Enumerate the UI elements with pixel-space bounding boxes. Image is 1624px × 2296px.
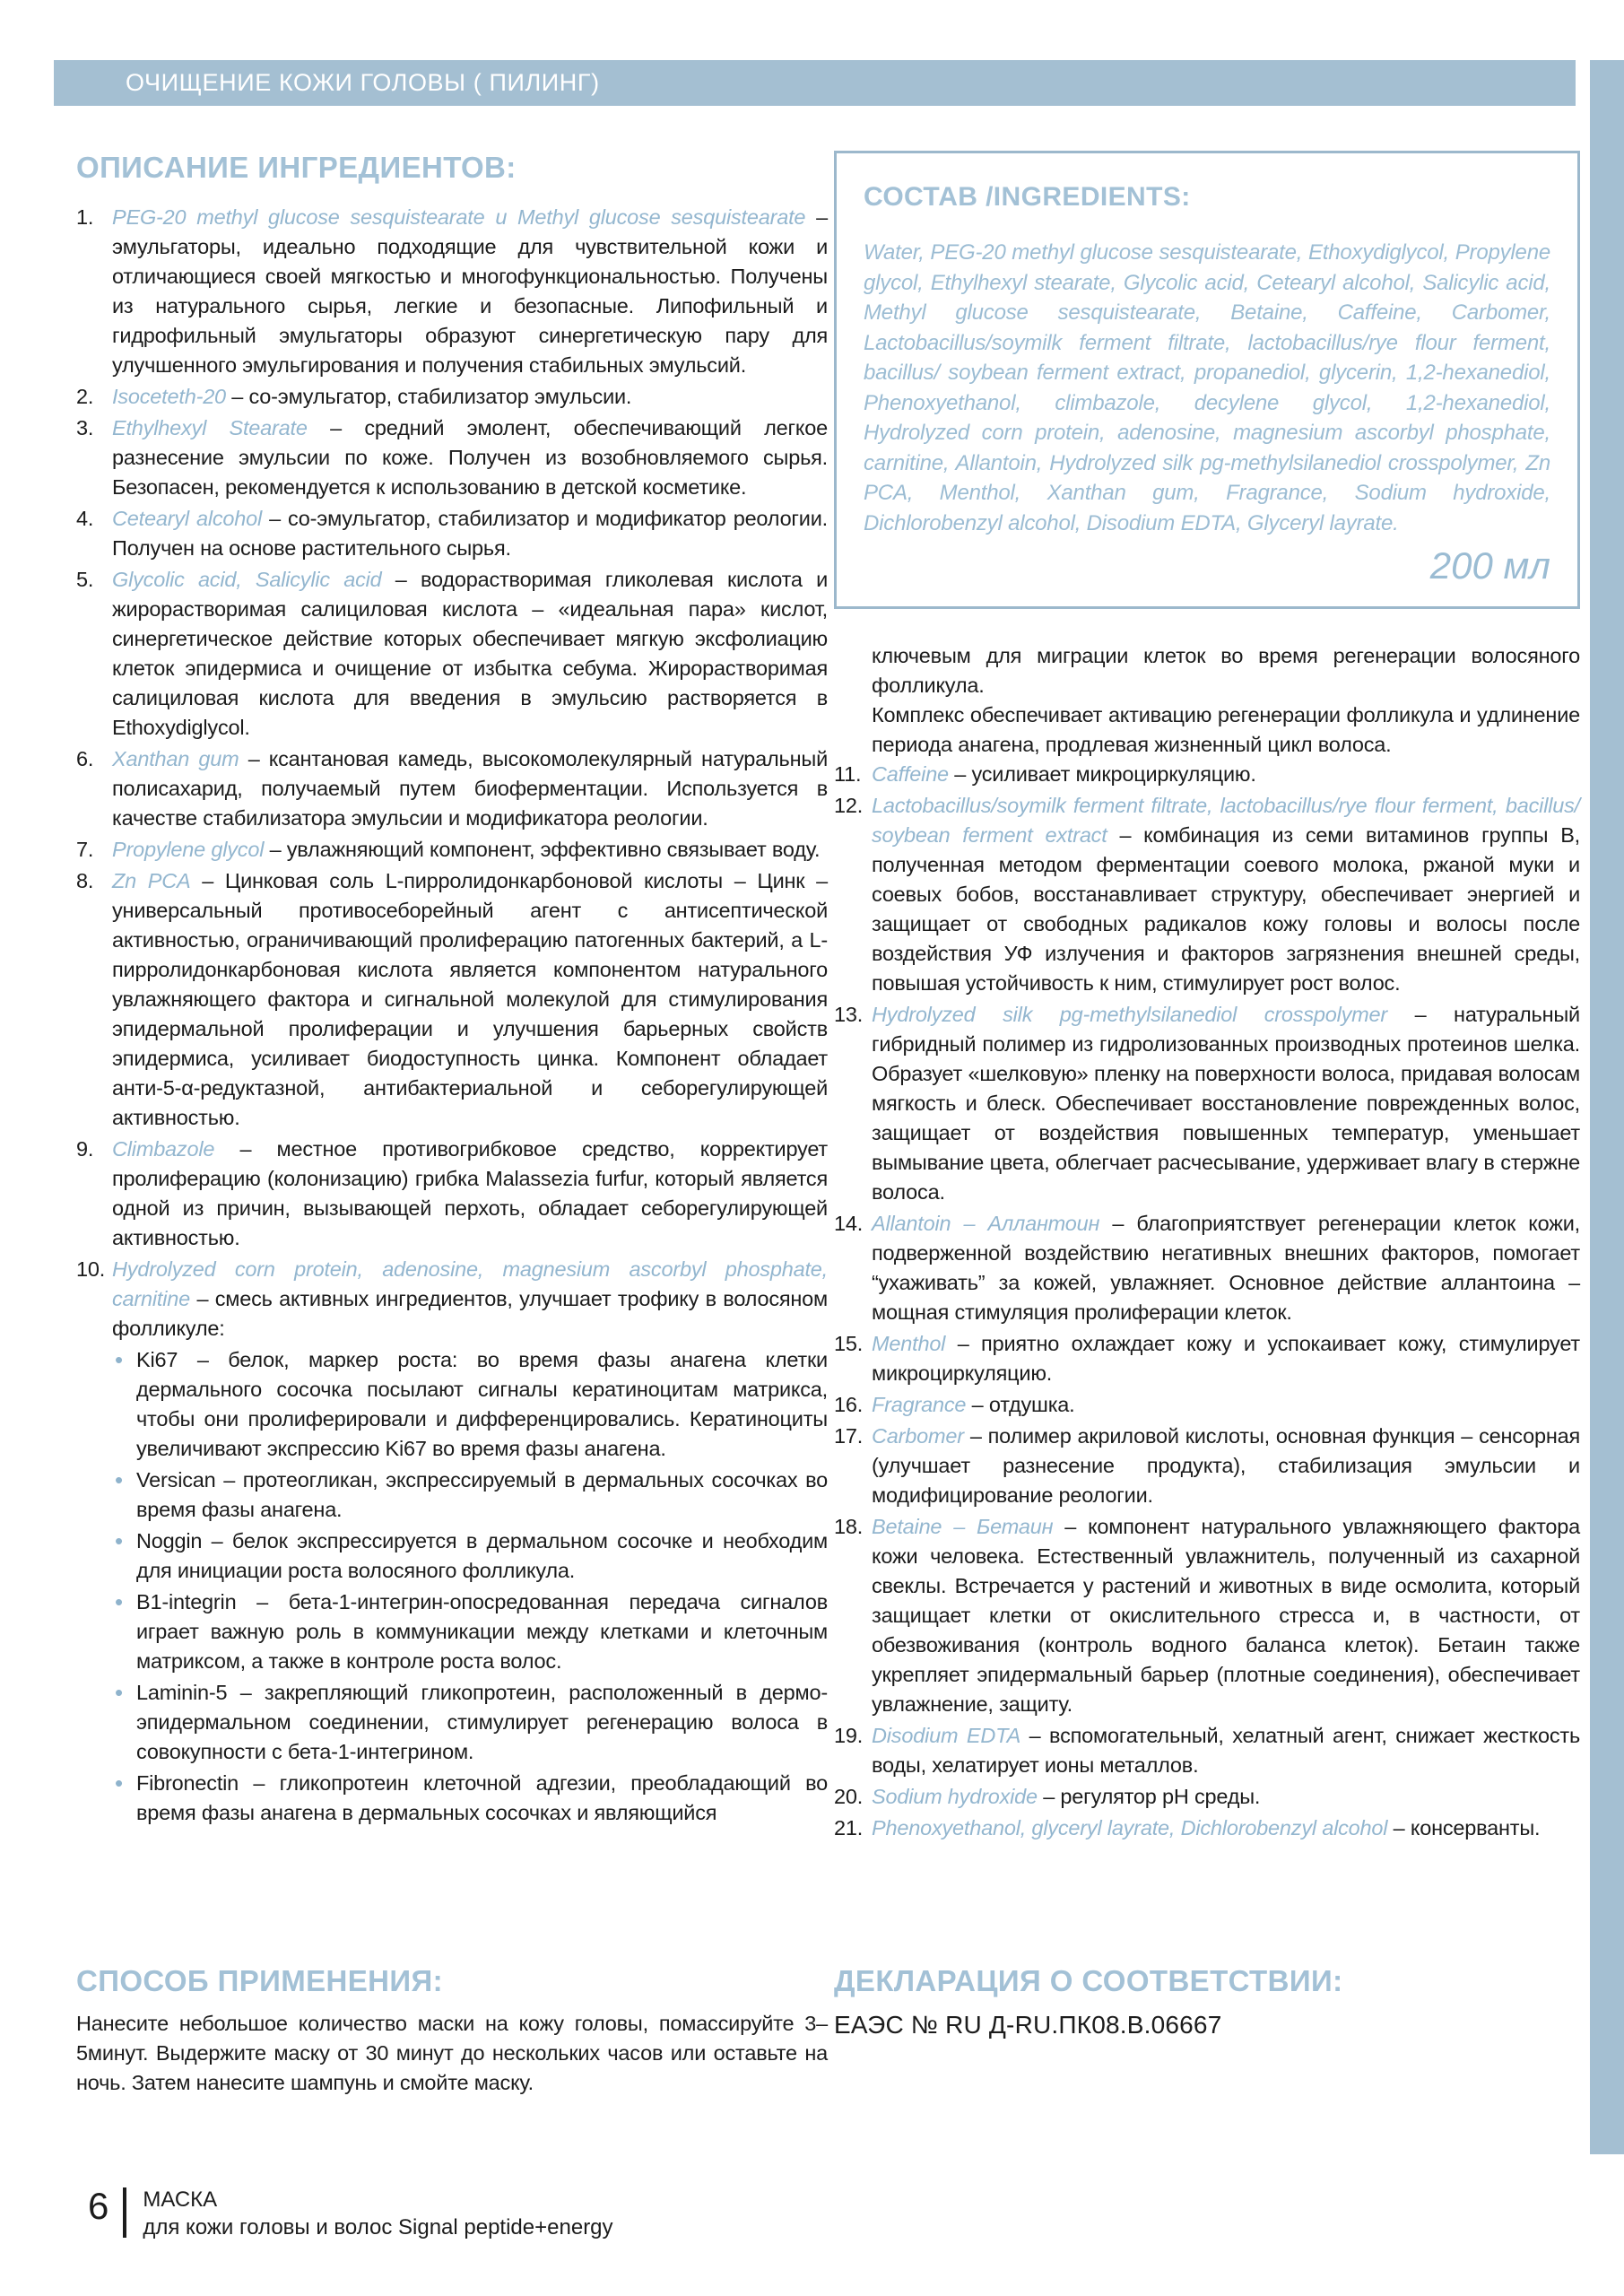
composition-ingredient-list: Water, PEG-20 methyl glucose sesquistearate, Ethoxydiglycol, Propylene glycol, Ethylhexyl stearate, Glycolic acid, Cetearyl alcohol, Salicylic acid, Methyl glucose sesquistearate, Betaine, Caffeine, Carbomer, Lactobacillus/soymilk ferment filtrate, lactobacillus/rye flour ferment, bacillus/ soybean ferment extract, propanediol, glycerin, 1,2-hexanediol, Phenoxyethanol, climbazole, decylene glycol, 1,2-hexanediol, Hydrolyzed corn protein, adenosine, magnesium ascorbyl phosphate, carnitine, Allantoin, Hydrolyzed silk pg-methylsilanediol crosspolymer, Zn PCA, Menthol, Xanthan gum, Fragrance, Sodium hydroxide, Dichlorobenzyl alcohol, Disodium EDTA, Glyceryl layrate. xyxy=(864,240,1550,535)
ingredient-item: 21. Phenoxyethanol, glyceryl layrate, Dichlorobenzyl alcohol – консерванты. xyxy=(834,1813,1580,1843)
item-number: 10. xyxy=(76,1257,106,1281)
ingredient-item: 14. Allantoin – Аллантоин – благоприятствует регенерации клеток кожи, подверженной воздействию негативных внешних факторов, помогает “ухаживать” за кожей, увлажняет. Основное действие аллантоина – мощная стимуляция пролиферации клеток. xyxy=(834,1209,1580,1327)
item-number: 16. xyxy=(834,1393,864,1416)
page-header-title: ОЧИЩЕНИЕ КОЖИ ГОЛОВЫ ( ПИЛИНГ) xyxy=(126,69,600,96)
item-number: 13. xyxy=(834,1003,864,1026)
active-ingredient-bullet: • Fibronectin – гликопротеин клеточной адгезии, преобладающий во время фазы анагена в дермальных сосочках и являющийся xyxy=(112,1769,828,1828)
ingredient-name: Fragrance xyxy=(872,1393,967,1416)
active-ingredient-bullet: • Noggin – белок экспрессируется в дермальном сосочке и необходим для инициации роста волосяного фолликула. xyxy=(112,1526,828,1586)
usage-heading: СПОСОБ ПРИМЕНЕНИЯ: xyxy=(76,1964,444,1997)
active-ingredient-bullet: • Laminin-5 – закрепляющий гликопротеин, расположенный в дермо-эпидермальном соединении, стимулирует регенерацию волоса в совокупности с бета-1-интегрином. xyxy=(112,1678,828,1767)
declaration-section xyxy=(834,1964,1580,2039)
item-number: 14. xyxy=(834,1212,864,1235)
right-edge-strip xyxy=(1590,60,1624,2154)
item-number: 19. xyxy=(834,1724,864,1747)
ingredient-name: Propylene glycol xyxy=(112,838,265,861)
ingredient-item: 4. Cetearyl alcohol – со-эмульгатор, стабилизатор и модификатор реологии. Получен на основе растительного сырья. xyxy=(76,504,828,563)
volume-label: 200 мл xyxy=(1429,544,1550,587)
item-number: 11. xyxy=(834,762,862,786)
ingredient-item: 7. Propylene glycol – увлажняющий компонент, эффективно связывает воду. xyxy=(76,835,828,865)
page-number: 6 xyxy=(88,2185,109,2227)
ingredient-name: Sodium hydroxide xyxy=(872,1785,1038,1808)
ingredient-name: Climbazole xyxy=(112,1137,215,1161)
ingredient-name: Cetearyl alcohol xyxy=(112,507,263,530)
declaration-heading: ДЕКЛАРАЦИЯ О СООТВЕТСТВИИ: xyxy=(834,1964,1343,1997)
ingredient-description-list xyxy=(76,203,828,1828)
page-footer xyxy=(88,2186,613,2241)
carryover-paragraph: Комплекс обеспечивает активацию регенерации фолликула и удлинение периода анагена, продлевая жизненный цикл волоса. xyxy=(872,703,1580,756)
item-number: 12. xyxy=(834,794,864,817)
ingredient-name: Carbomer xyxy=(872,1424,964,1448)
usage-text: Нанесите небольшое количество маски на кожу головы, помассируйте 3–5минут. Выдержите маску от 30 минут до нескольких часов или оставьте на ночь. Затем нанесите шампунь и смойте маску. xyxy=(76,2012,828,2094)
ingredient-name: Betaine – Бетаин xyxy=(872,1515,1054,1538)
left-column xyxy=(76,151,828,1830)
item-number: 5. xyxy=(76,568,94,591)
ingredient-name: Ethylhexyl Stearate xyxy=(112,416,308,439)
ingredient-description-list-continued xyxy=(834,760,1580,1843)
ingredient-name: Phenoxyethanol, glyceryl layrate, Dichlorobenzyl alcohol xyxy=(872,1816,1388,1839)
active-ingredient-bullets xyxy=(112,1345,828,1828)
ingredient-name: Xanthan gum xyxy=(112,747,239,770)
item-number: 20. xyxy=(834,1785,864,1808)
ingredient-item: 3. Ethylhexyl Stearate – средний эмолент, обеспечивающий легкое разнесение эмульсии по коже. Получен из возобновляемого сырья. Безопасен, рекомендуется к использованию в детской косметике. xyxy=(76,413,828,502)
ingredient-item: 6. Xanthan gum – ксантановая камедь, высокомолекулярный натуральный полисахарид, получаемый путем биоферментации. Используется в качестве стабилизатора эмульсии и модификатора реологии. xyxy=(76,744,828,833)
active-ingredient-bullet: • Versican – протеогликан, экспрессируемый в дермальных сосочках во время фазы анагена. xyxy=(112,1465,828,1525)
ingredient-item: 1. PEG-20 methyl glucose sesquistearate и Methyl glucose sesquistearate –эмульгаторы, идеально подходящие для чувствительной кожи и отличающиеся своей мягкостью и многофункциональностью. Получены из натурального сырья, легкие и безопасные. Липофильный и гидрофильный эмульгаторы образуют синергетическую пару для улучшенного эмульгирования и получения стабильных эмульсий. xyxy=(76,203,828,380)
ingredient-item: 11. Caffeine – усиливает микроциркуляцию. xyxy=(834,760,1580,789)
ingredient-item: 17. Carbomer – полимер акриловой кислоты, основная функция – сенсорная (улучшает разнесение продукта), стабилизация эмульсии и модифицирование реологии. xyxy=(834,1422,1580,1510)
footer-product-block xyxy=(143,2186,612,2241)
footer-product-name: МАСКА xyxy=(143,2187,218,2212)
item-number: 3. xyxy=(76,416,94,439)
item-number: 1. xyxy=(76,205,94,229)
ingredient-item: 9. Climbazole – местное противогрибковое средство, корректирует пролиферацию (колонизацию) грибка Malassezia furfur, который является одной из причин, вызывающей перхоть, обладает себорегулирующей активностью. xyxy=(76,1135,828,1253)
ingredient-item: 19. Disodium EDTA – вспомогательный, хелатный агент, снижает жесткость воды, хелатирует ионы металлов. xyxy=(834,1721,1580,1780)
active-ingredient-bullet: • Ki67 – белок, маркер роста: во время фазы анагена клетки дермального сосочка посылают сигналы кератиноцитам матрикса, чтобы они пролиферировали и дифференцировались. Кератиноциты увеличивают экспрессию Ki67 во время фазы анагена. xyxy=(112,1345,828,1464)
item-number: 4. xyxy=(76,507,94,530)
ingredient-item: 20. Sodium hydroxide – регулятор pH среды. xyxy=(834,1782,1580,1812)
ingredient-item: 10. Hydrolyzed corn protein, adenosine, magnesium ascorbyl phosphate, carnitine – смесь активных ингредиентов, улучшает трофику в волосяном фолликуле: • Ki67 – белок, маркер роста: во время фазы анагена клетки дермального сосочка посылают сигналы кератиноцитам матрикса, чтобы они пролиферировали и дифференцировались. Кератиноциты увеличивают экспрессию Ki67 во время фазы анагена. • Versican – протеогликан, экспрессируемый в дермальных сосочках во время фазы анагена. • Noggin – белок экспрессируется в дермальном сосочке и необходим для инициации роста волосяного фолликула. • B1-integrin – бета-1-интегрин-опосредованная передача сигналов играет важную роль в коммуникации между клетками и клеточным матриксом, а также в контроле роста волос. • Laminin-5 – закрепляющий гликопротеин, расположенный в дермо-эпидермальном соединении, стимулирует регенерацию волоса в совокупности с бета-1-интегрином. • Fibronectin – гликопротеин клеточной адгезии, преобладающий во время фазы анагена в дермальных сосочках и являющийся xyxy=(76,1255,828,1828)
ingredient-item: 5. Glycolic acid, Salicylic acid – водорастворимая гликолевая кислота и жирорастворимая салициловая кислота – «идеальная пара» кислот, синергетическое действие которых обеспечивает мягкую эксфолиацию клеток эпидермиса и очищение от избытка себума. Жирорастворимая салициловая кислота для введения в эмульсию растворяется в Ethoxydiglycol. xyxy=(76,565,828,743)
footer-product-subtitle: для кожи головы и волос Signal peptide+energy xyxy=(143,2215,613,2239)
ingredient-name: Hydrolyzed corn protein, adenosine, magnesium ascorbyl phosphate, carnitine xyxy=(112,1257,828,1310)
composition-box xyxy=(834,151,1580,609)
page-header-bar xyxy=(54,60,1576,106)
item-number: 2. xyxy=(76,385,94,408)
ingredient-name: Disodium EDTA xyxy=(872,1724,1021,1747)
ingredient-item: 16. Fragrance – отдушка. xyxy=(834,1390,1580,1420)
ingredient-name: Hydrolyzed silk pg-methylsilanediol crosspolymer xyxy=(872,1003,1388,1026)
ingredient-name: Zn PCA xyxy=(112,869,191,892)
item-number: 18. xyxy=(834,1515,864,1538)
ingredient-name: Glycolic acid, Salicylic acid xyxy=(112,568,382,591)
item-number: 21. xyxy=(834,1816,864,1839)
carryover-paragraph: ключевым для миграции клеток во время регенерации волосяного фолликула. xyxy=(872,644,1580,697)
item-number: 17. xyxy=(834,1424,864,1448)
ingredient-item: 8. Zn PCA – Цинковая соль L-пирролидонкарбоновой кислоты – Цинк – универсальный противосеборейный агент с антисептической активностью, ограничивающий пролиферацию патогенных бактерий, а L-пирролидонкарбоновая кислота является компонентом натурального увлажняющего фактора и сигнальной молекулой для стимулирования эпидермальной пролиферации и улучшения барьерных свойств эпидермиса, усиливает биодоступность цинка. Компонент обладает анти-5-α-редуктазной, антибактериальной и себорегулирующей активностью. xyxy=(76,866,828,1133)
right-column xyxy=(834,151,1580,1845)
item-number: 6. xyxy=(76,747,94,770)
ingredient-name: Menthol xyxy=(872,1332,946,1355)
ingredients-description-heading: ОПИСАНИЕ ИНГРЕДИЕНТОВ: xyxy=(76,151,517,184)
ingredient-name: Caffeine xyxy=(872,762,949,786)
ingredient-item: 12. Lactobacillus/soymilk ferment filtrate, lactobacillus/rye flour ferment, bacillus/ soybean ferment extract – комбинация из семи витаминов группы В, полученная методом ферментации соевого молока, ржаной муки и соевых бобов, восстанавливает структуру, обеспечивает энергией и защищает от свободных радикалов кожу головы и волосы после воздействия УФ излучения и факторов загрязнения внешней среды, повышая устойчивость к ним, стимулирует рост волос. xyxy=(834,791,1580,998)
item-number: 8. xyxy=(76,869,94,892)
ingredient-name: Allantoin – Аллантоин xyxy=(872,1212,1100,1235)
item-number: 7. xyxy=(76,838,94,861)
declaration-number: ЕАЭС № RU Д-RU.ПК08.В.06667 xyxy=(834,2011,1222,2039)
composition-heading: СОСТАВ /INGREDIENTS: xyxy=(864,182,1191,212)
ingredient-name: Lactobacillus/soymilk ferment filtrate, lactobacillus/rye flour ferment, bacillus/ soybean ferment extract xyxy=(872,794,1580,847)
ingredient-name: PEG-20 methyl glucose sesquistearate и Methyl glucose sesquistearate xyxy=(112,205,806,229)
carryover-paragraphs xyxy=(834,641,1580,760)
active-ingredient-bullet: • B1-integrin – бета-1-интегрин-опосредованная передача сигналов играет важную роль в коммуникации между клетками и клеточным матриксом, а также в контроле роста волос. xyxy=(112,1587,828,1676)
ingredient-item: 15. Menthol – приятно охлаждает кожу и успокаивает кожу, стимулирует микроциркуляцию. xyxy=(834,1329,1580,1388)
ingredient-item: 2. Isoceteth-20 – со-эмульгатор, стабилизатор эмульсии. xyxy=(76,382,828,412)
footer-divider xyxy=(123,2187,126,2238)
usage-section xyxy=(76,1964,828,2098)
item-number: 15. xyxy=(834,1332,864,1355)
ingredient-name: Isoceteth-20 xyxy=(112,385,226,408)
item-number: 9. xyxy=(76,1137,94,1161)
ingredient-item: 13. Hydrolyzed silk pg-methylsilanediol crosspolymer – натуральный гибридный полимер из гидролизованных производных протеинов шелка. Образует «шелковую» пленку на поверхности волоса, придавая волосам мягкость и блеск. Обеспечивает восстановление поврежденных волос, защищает от воздействия повышенных температур, уменьшает вымывание цвета, облегчает расчесывание, удерживает влагу в стержне волоса. xyxy=(834,1000,1580,1207)
ingredient-item: 18. Betaine – Бетаин – компонент натурального увлажняющего фактора кожи человека. Естественный увлажнитель, полученный из сахарной свеклы. Встречается у растений и животных в виде осмолита, который защищает клетки от окислительного стресса и, в частности, от обезвоживания (контроль водного баланса клеток). Бетаин также укрепляет эпидермальный барьер (плотные соединения), обеспечивает увлажнение, защиту. xyxy=(834,1512,1580,1719)
